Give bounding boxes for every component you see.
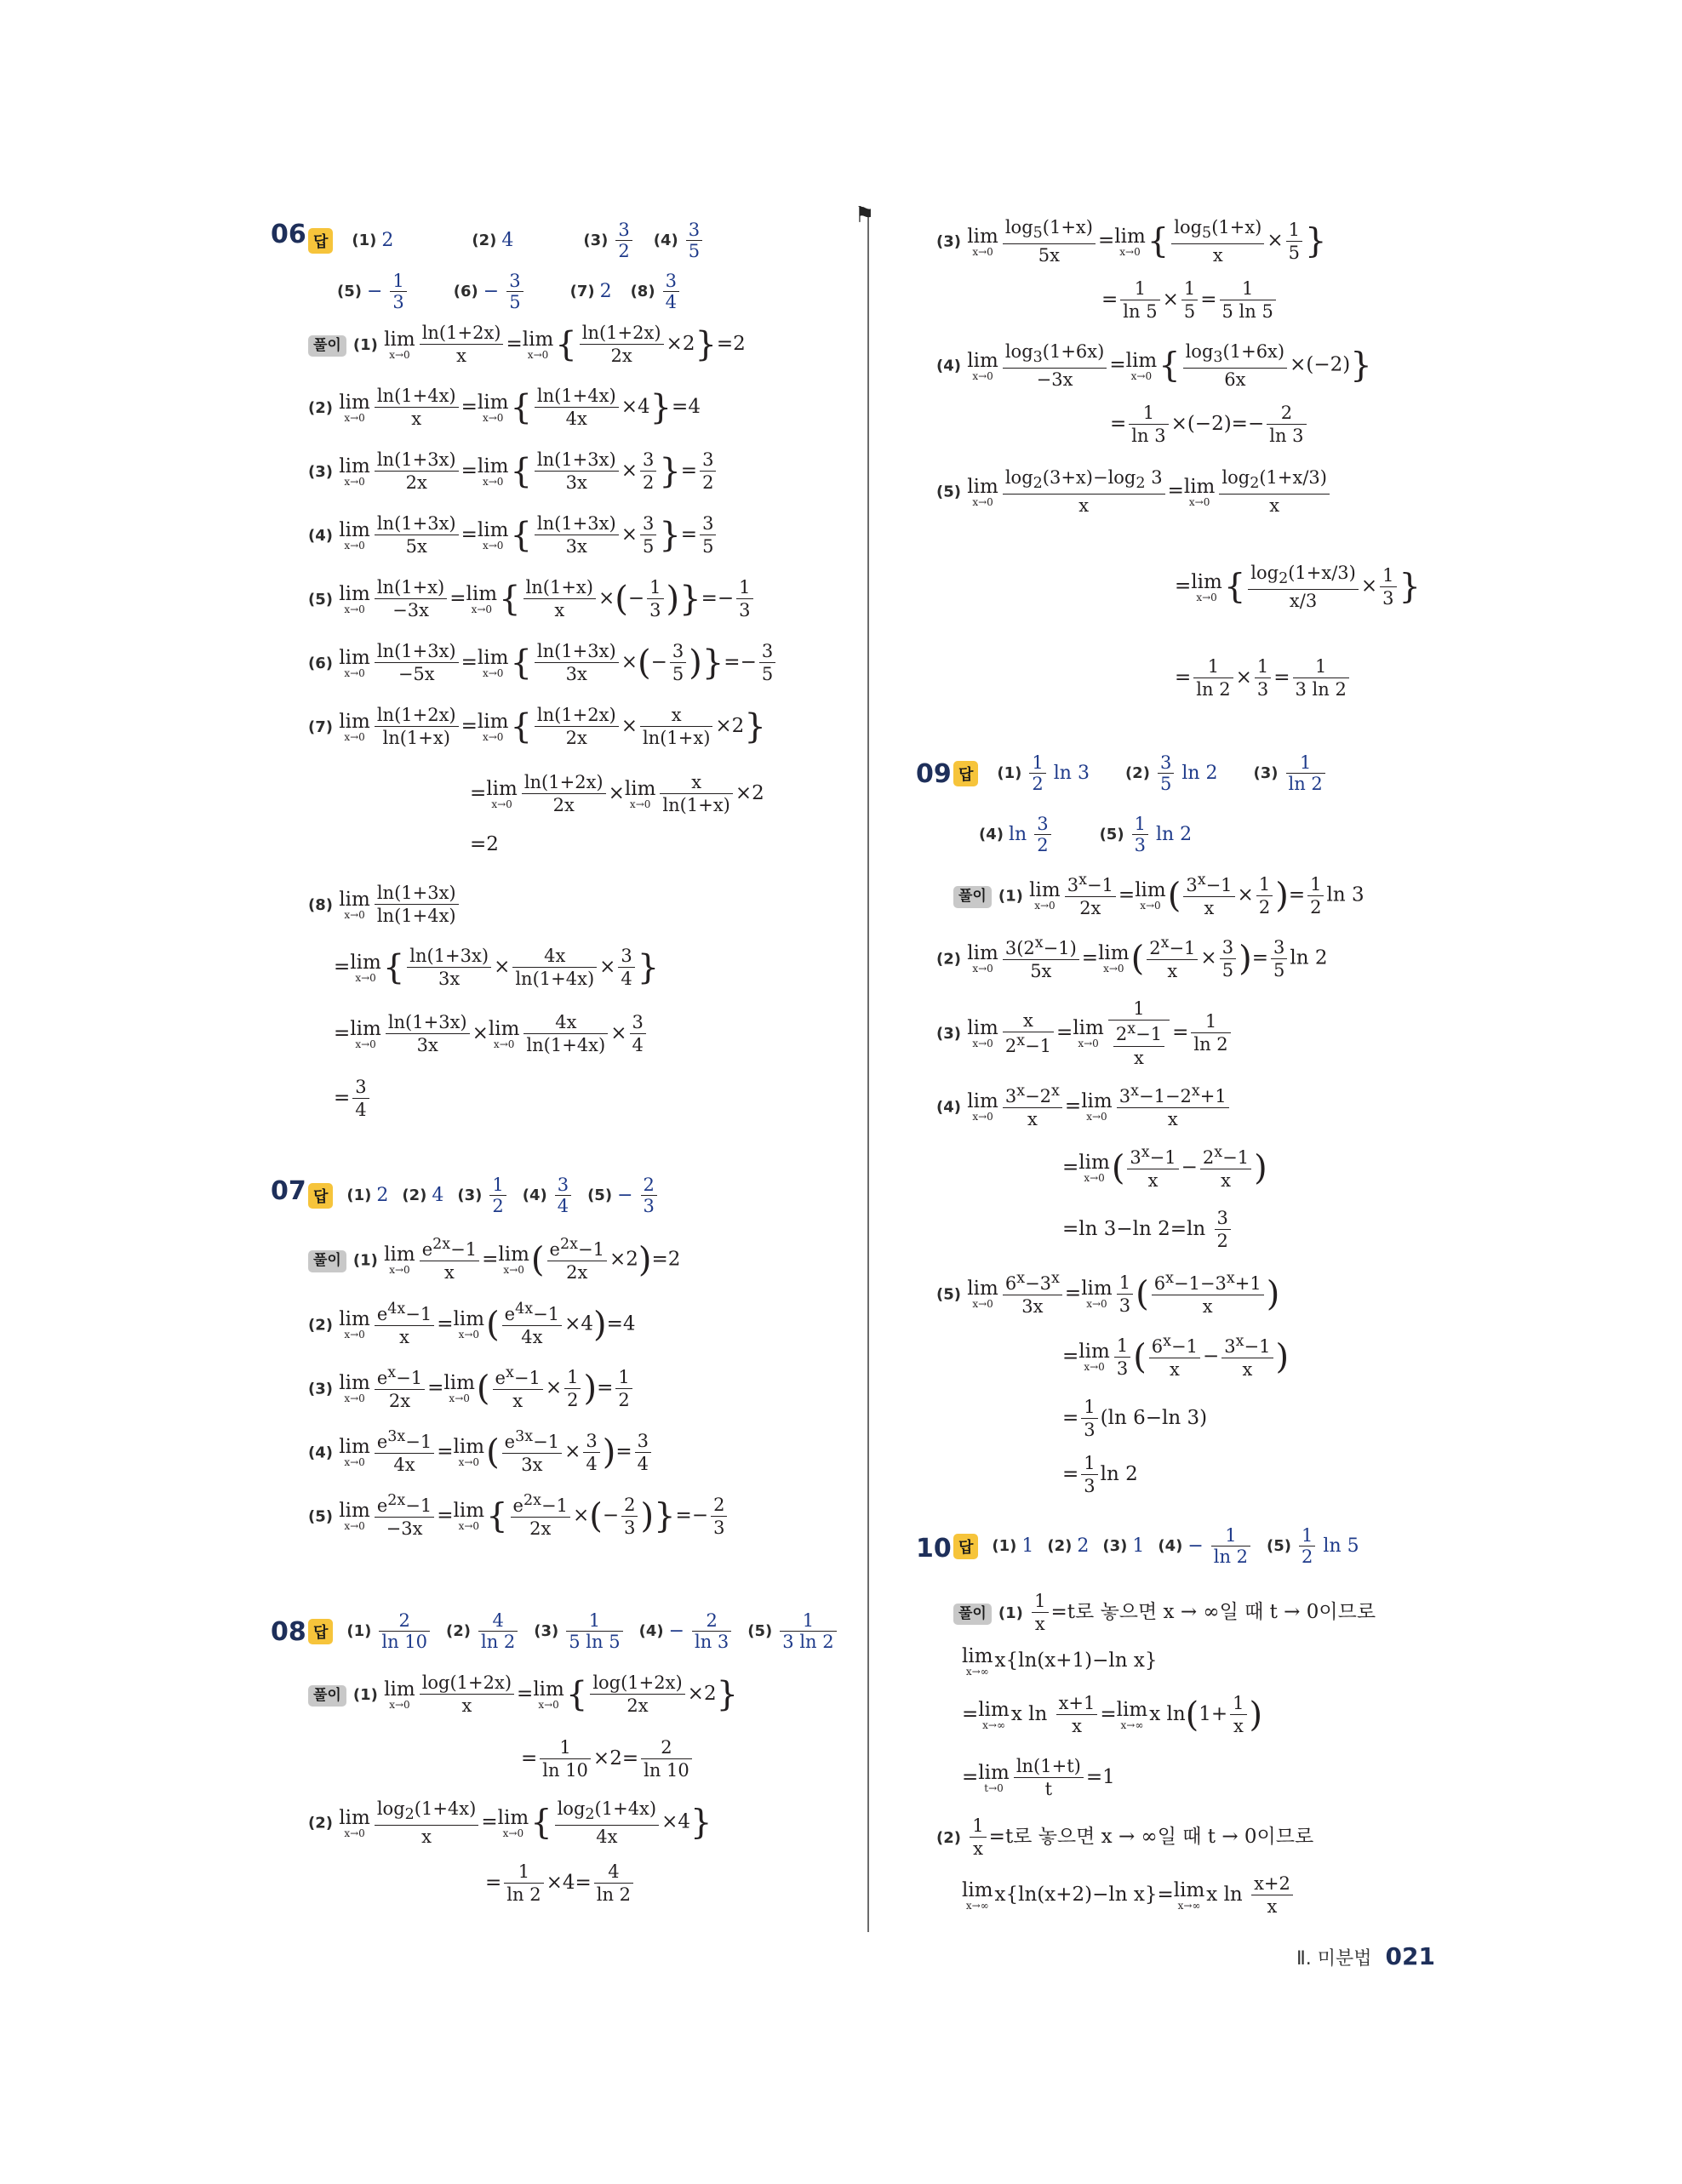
q08-answer-1: (1) $\frac{2}{\ln 10}$ [346,1610,432,1652]
q06-solution-2: (2) lim x→0 $\frac{\ln(1+4x)}{x}$ = lim x→0 { $\frac{\ln(1+4x)}{4x}$ ×4}=4 [308,386,701,430]
chapter-label: Ⅱ. 미분법 [1296,1948,1372,1970]
q10-solution-1d: = lim t→0 $\frac{\ln(1+t)}{t}$ =1 [962,1756,1115,1800]
q09-solution-5d: = $\frac{1}{3}$ ln 2 [1062,1453,1138,1497]
q06-solution-8d: = $\frac{3}{4}$ [334,1076,372,1122]
q09-answer-3: (3) $\frac{1}{\ln 2}$ [1254,752,1328,794]
q10-solution-1: 풀이 (1) $\frac{1}{x}$ =t로 놓으면 x → ∞일 때 t → 0이므로 [953,1590,1376,1636]
answer-badge: 답 [308,1183,333,1209]
q08-solution-3b: = $\frac{1}{\ln 5}$ × $\frac{1}{5}$ = $\frac{1}{5 \ln 5}$ [1101,277,1279,323]
q09-answer-1: (1) $\frac{1}{2}$ ln 3 [997,752,1090,794]
q09-answers-row1 [953,752,1328,794]
q06-solution-6: (6) lim x→0 $\frac{\ln(1+3x)}{-5x}$ = lim x→0 { $\frac{\ln(1+3x)}{3x}$ ×(− $\frac{3}{5}$ )}=− $\frac{3}{5}$ [308,640,778,686]
q08-answer-2: (2) $\frac{4}{\ln 2}$ [446,1610,520,1652]
q06-solution-7: (7) lim x→0 $\frac{\ln(1+2x)}{\ln(1+x)}$ = lim x→0 { $\frac{\ln(1+2x)}{2x}$ × $\frac{x}{\ln(1+x)}$ ×2} [308,705,766,749]
q08-header [271,1617,306,1647]
q08-answer-3: (3) $\frac{1}{5 \ln 5}$ [534,1610,625,1652]
q06-solution-5: (5) lim x→0 $\frac{\ln(1+x)}{-3x}$ = lim x→0 { $\frac{\ln(1+x)}{x}$ ×(− $\frac{1}{3}$ )}=− $\frac{1}{3}$ [308,576,756,622]
column-divider [867,214,869,1932]
question-number: 07 [271,1176,306,1206]
q07-header [271,1176,306,1206]
q09-answers-row2 [979,814,1192,855]
q06-header [271,220,306,249]
q07-answer-2: (2) 4 [402,1185,444,1206]
q09-answer-4: (4) ln $\frac{3}{2}$ [979,814,1054,855]
q10-answer-5: (5) $\frac{1}{2}$ ln 5 [1267,1525,1359,1567]
q10-answer-1: (1) 1 [992,1535,1034,1557]
q06-answer-6: (6) − $\frac{3}{5}$ [454,271,526,312]
q07-answer-5: (5) − $\frac{2}{3}$ [587,1175,660,1216]
q10-answer-2: (2) 2 [1047,1535,1090,1557]
q07-solution-2: (2) lim x→0 $\frac{e^{4x}-1}{x}$ = lim x→0 ( $\frac{e^{4x}-1}{4x}$ ×4)=4 [308,1301,636,1348]
q06-answers-row2 [337,271,682,312]
q08-solution-1b: = $\frac{1}{\ln 10}$ ×2= $\frac{2}{\ln 10}$ [521,1736,695,1782]
q09-solution-1: 풀이 (1) lim x→0 $\frac{3^x-1}{2x}$ = lim x→0 ( $\frac{3^x-1}{x}$ × $\frac{1}{2}$ )= $\frac{1}{2}$ ln 3 [953,872,1364,920]
q09-solution-5c: = $\frac{1}{3}$ (ln 6−ln 3) [1062,1397,1208,1441]
q10-answers [953,1525,1359,1567]
q06-answers-row1 [308,220,705,261]
q10-solution-1b: lim x→∞ x{ln(x+1)−ln x} [962,1645,1158,1678]
q06-solution-3: (3) lim x→0 $\frac{\ln(1+3x)}{2x}$ = lim x→0 { $\frac{\ln(1+3x)}{3x}$ × $\frac{3}{2}$ }= $\frac{3}{2}$ [308,449,718,495]
q06-solution-8: (8) lim x→0 $\frac{\ln(1+3x)}{\ln(1+4x)}$ [308,882,461,928]
q08-answer-4: (4) − $\frac{2}{\ln 3}$ [639,1610,735,1652]
q06-answer-7: (7) 2 [569,281,612,302]
q08-solution-4: (4) lim x→0 $\frac{\log_3(1+6x)}{-3x}$ = lim x→0 { $\frac{\log_3(1+6x)}{6x}$ ×(−2)} [936,341,1372,391]
q08-solution-1: 풀이 (1) lim x→0 $\frac{\log(1+2x)}{x}$ = lim x→0 { $\frac{\log(1+2x)}{2x}$ ×2} [308,1672,738,1718]
q06-answer-1: (1) 2 [352,230,394,251]
q10-solution-2: (2) $\frac{1}{x}$ =t로 놓으면 x → ∞일 때 t → 0이므로 [936,1815,1314,1860]
q09-solution-4b: = lim x→0 ( $\frac{3^x-1}{x}$ − $\frac{2^x-1}{x}$ ) [1062,1144,1267,1192]
solution-badge: 풀이 [953,1604,992,1625]
q06-answer-2: (2) 4 [472,230,514,251]
q07-solution-5: (5) lim x→0 $\frac{e^{2x}-1}{-3x}$ = lim x→0 { $\frac{e^{2x}-1}{2x}$ ×(− $\frac{2}{3}$ )}=− $\frac{2}{3}$ [308,1492,729,1541]
q07-answer-4: (4) $\frac{3}{4}$ [523,1175,574,1216]
q09-solution-4: (4) lim x→0 $\frac{3^x-2^x}{x}$ = lim x→0 $\frac{3^x-1-2^x+1}{x}$ [936,1083,1232,1131]
q08-solution-3: (3) lim x→0 $\frac{\log_5(1+x)}{5x}$ = lim x→0 { $\frac{\log_5(1+x)}{x}$ × $\frac{1}{5}$ } [936,217,1327,266]
q06-answer-8: (8) $\frac{3}{4}$ [631,271,682,312]
q09-solution-5b: = lim x→0 $\frac{1}{3}$ ( $\frac{6^x-1}{x}$ − $\frac{3^x-1}{x}$ ) [1062,1333,1290,1381]
answer-badge: 답 [308,228,333,254]
question-number: 08 [271,1617,306,1647]
q08-solution-5c: = $\frac{1}{\ln 2}$ × $\frac{1}{3}$ = $\frac{1}{3 \ln 2}$ [1175,655,1352,701]
flag-icon: ⚑ [855,203,875,228]
q09-solution-4c: =ln 3−ln 2=ln $\frac{3}{2}$ [1062,1207,1233,1253]
q08-answer-5: (5) $\frac{1}{3 \ln 2}$ [747,1610,838,1652]
solution-badge: 풀이 [308,1685,346,1707]
q09-header [916,759,952,789]
q06-solution-8c: = lim x→0 $\frac{\ln(1+3x)}{3x}$ × lim x→0 $\frac{4x}{\ln(1+4x)}$ × $\frac{3}{4}$ [334,1011,649,1057]
q07-answer-1: (1) 2 [346,1185,389,1206]
question-number: 09 [916,759,952,789]
answer-badge: 답 [953,1534,978,1559]
q09-solution-3: (3) lim x→0 $\frac{x}{2^x-1}$ = lim x→0 $\frac{1}{\frac{2^x-1}{x}}$ = $\frac{1}{\ln 2}$ [936,998,1233,1069]
answer-badge: 답 [953,761,978,786]
solution-badge: 풀이 [953,886,992,907]
q10-answer-3: (3) 1 [1102,1535,1145,1557]
q09-solution-2: (2) lim x→0 $\frac{3(2^x-1)}{5x}$ = lim x→0 ( $\frac{2^x-1}{x}$ × $\frac{3}{5}$ )= $\frac{3}{5}$ ln 2 [936,935,1328,982]
q06-solution-7b: = lim x→0 $\frac{\ln(1+2x)}{2x}$ × lim x→0 $\frac{x}{\ln(1+x)}$ ×2 [470,772,764,816]
question-number: 06 [271,220,306,249]
q08-solution-2: (2) lim x→0 $\frac{\log_2(1+4x)}{x}$ = lim x→0 { $\frac{\log_2(1+4x)}{4x}$ ×4} [308,1798,712,1848]
q07-answer-3: (3) $\frac{1}{2}$ [457,1175,508,1216]
q06-answer-4: (4) $\frac{3}{5}$ [654,220,705,261]
q06-solution-4: (4) lim x→0 $\frac{\ln(1+3x)}{5x}$ = lim x→0 { $\frac{\ln(1+3x)}{3x}$ × $\frac{3}{5}$ }= $\frac{3}{5}$ [308,512,718,558]
q07-solution-1: 풀이 (1) lim x→0 $\frac{e^{2x}-1}{x}$ = lim x→0 ( $\frac{e^{2x}-1}{2x}$ ×2)=2 [308,1236,680,1284]
q06-solution-8b: = lim x→0 { $\frac{\ln(1+3x)}{3x}$ × $\frac{4x}{\ln(1+4x)}$ × $\frac{3}{4}$ } [334,946,660,990]
q09-answer-2: (2) $\frac{3}{5}$ ln 2 [1124,752,1218,794]
q06-answer-5: (5) − $\frac{1}{3}$ [337,271,409,312]
page-footer [1296,1942,1435,1970]
q10-answer-4: (4) − $\frac{1}{\ln 2}$ [1158,1525,1253,1567]
q07-solution-4: (4) lim x→0 $\frac{e^{3x}-1}{4x}$ = lim x→0 ( $\frac{e^{3x}-1}{3x}$ × $\frac{3}{4}$ )= $\frac{3}{4}$ [308,1428,654,1477]
q08-solution-5b: = lim x→0 { $\frac{\log_2(1+x/3)}{x/3}$ × $\frac{1}{3}$ } [1175,563,1421,612]
q09-answer-5: (5) $\frac{1}{3}$ ln 2 [1099,814,1193,855]
q06-solution-7c: =2 [470,833,499,855]
q06-solution-1: 풀이 (1) lim x→0 $\frac{\ln(1+2x)}{x}$ = lim x→0 { $\frac{\ln(1+2x)}{2x}$ ×2}=2 [308,322,746,368]
solution-badge: 풀이 [308,1250,346,1272]
q08-solution-4b: = $\frac{1}{\ln 3}$ ×(−2)=− $\frac{2}{\ln 3}$ [1110,402,1309,448]
q07-answers [308,1175,660,1216]
q10-solution-1c: = lim x→∞ x ln $\frac{x+1}{x}$ = lim x→∞ x ln(1+ $\frac{1}{x}$ ) [962,1693,1263,1737]
solution-badge: 풀이 [308,335,346,357]
q08-answers [308,1610,839,1652]
q10-solution-2b: lim x→∞ x{ln(x+2)−ln x}= lim x→∞ x ln $\frac{x+2}{x}$ [962,1872,1296,1918]
q08-solution-5: (5) lim x→0 $\frac{\log_2(3+x)-\log_2 3}{x}$ = lim x→0 $\frac{\log_2(1+x/3)}{x}$ [936,466,1332,517]
q06-answer-3: (3) $\frac{3}{2}$ [583,220,634,261]
q09-solution-5: (5) lim x→0 $\frac{6^x-3^x}{3x}$ = lim x→0 $\frac{1}{3}$ ( $\frac{6^x-1-3^x+1}{x}$ ) [936,1270,1280,1318]
q08-solution-2b: = $\frac{1}{\ln 2}$ ×4= $\frac{4}{\ln 2}$ [485,1861,636,1907]
page-number: 021 [1385,1942,1435,1970]
q07-solution-3: (3) lim x→0 $\frac{e^x-1}{2x}$ = lim x→0 ( $\frac{e^x-1}{x}$ × $\frac{1}{2}$ )= $\frac{1}{2}$ [308,1364,635,1413]
answer-badge: 답 [308,1619,333,1644]
question-number: 10 [916,1534,952,1564]
q10-header [916,1534,952,1564]
